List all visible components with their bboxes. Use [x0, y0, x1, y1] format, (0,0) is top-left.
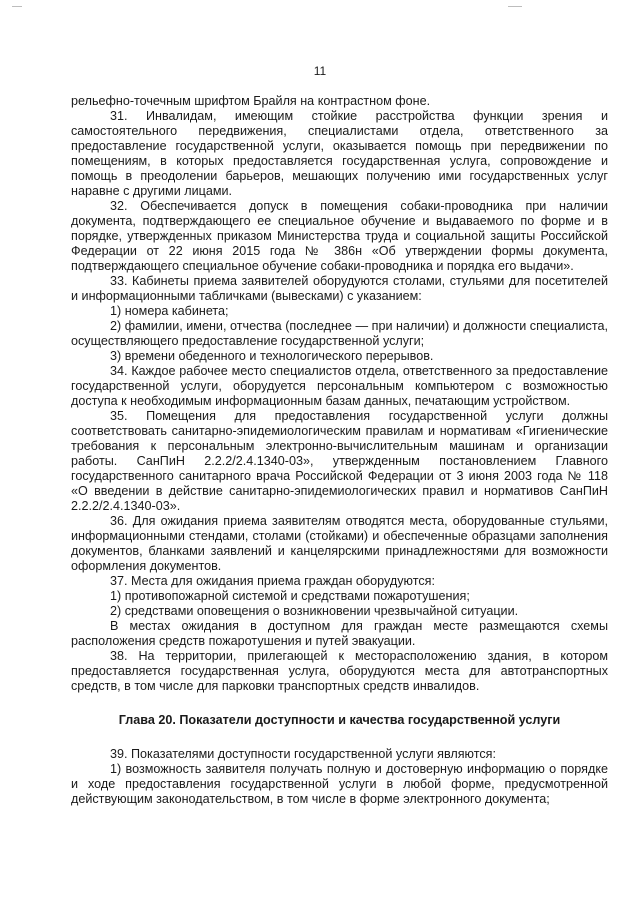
paragraph: 33. Кабинеты приема заявителей оборудуются столами, стульями для посетителей и информационными табличками (вывесками) с указанием: [71, 274, 608, 303]
paragraph: 1) возможность заявителя получать полную и достоверную информацию о порядке и ходе предоставления государственной услуги в любой форме, предусмотренной действующим законодательством, в том числе в форме электронного документа; [71, 762, 608, 806]
paragraph: 34. Каждое рабочее место специалистов отдела, ответственного за предоставление государственной услуги, оборудуется персональным компьютером с возможностью доступа к необходимым информационным базам данных, печатающим устройством. [71, 364, 608, 408]
paragraph: 32. Обеспечивается допуск в помещения собаки-проводника при наличии документа, подтверждающего ее специальное обучение и выдаваемого по форме и в порядке, утвержденных приказом Министерства труда и социальной защиты Российской Федерации от 22 июня 2015 года № 386н «Об утверждении формы документа, подтверждающего специальное обучение собаки-проводника и порядка его выдачи». [71, 199, 608, 273]
chapter-heading: Глава 20. Показатели доступности и качества государственной услуги [118, 713, 561, 727]
page-number: 11 [313, 64, 327, 78]
paragraph: 39. Показателями доступности государственной услуги являются: [110, 747, 496, 761]
paragraph: 2) средствами оповещения о возникновении чрезвычайной ситуации. [110, 604, 519, 618]
paragraph: 1) противопожарной системой и средствами пожаротушения; [110, 589, 470, 603]
paragraph: 1) номера кабинета; [110, 304, 229, 318]
paragraph: 36. Для ожидания приема заявителям отводятся места, оборудованные стульями, информационными стендами, столами (стойками) и обеспеченные образцами заполнения документов, бланками заявлений и канцелярскими принадлежностями для возможности оформления документов. [71, 514, 608, 573]
paragraph: 31. Инвалидам, имеющим стойкие расстройства функции зрения и самостоятельного передвижения, специалистами отдела, ответственного за предоставление государственной услуги, оказывается помощь при передвижении по помещениям, в которых предоставляется государственная услуга, сопровождение и помощь в преодолении барьеров, мешающих получению ими государственных услуг наравне с другими лицами. [71, 109, 608, 198]
document-body [71, 94, 608, 807]
paragraph-group-before-heading [71, 94, 608, 694]
paragraph: 2) фамилии, имени, отчества (последнее — при наличии) и должности специалиста, осуществляющего предоставление государственной услуги; [71, 319, 608, 348]
paragraph: рельефно-точечным шрифтом Брайля на контрастном фоне. [71, 94, 431, 108]
paragraph: 35. Помещения для предоставления государственной услуги должны соответствовать санитарно-эпидемиологическим правилам и нормативам «Гигиенические требования к персональным электронно-вычислительным машинам и организации работы. СанПиН 2.2.2/2.4.1340-03», утвержденным постановлением Главного государственного санитарного врача Российской Федерации от 3 июня 2003 года № 118 «О введении в действие санитарно-эпидемиологических правил и нормативов СанПиН 2.2.2/2.4.1340-03». [71, 409, 608, 513]
paragraph-group-after-heading [71, 747, 608, 807]
paragraph: 38. На территории, прилегающей к месторасположению здания, в котором предоставляется государственная услуга, оборудуются места для автотранспортных средств, в том числе для парковки транспортных средств инвалидов. [71, 649, 608, 693]
paragraph: 3) времени обеденного и технологического перерывов. [110, 349, 434, 363]
paragraph: В местах ожидания в доступном для граждан месте размещаются схемы расположения средств пожаротушения и путей эвакуации. [71, 619, 608, 648]
paragraph: 37. Места для ожидания приема граждан оборудуются: [110, 574, 435, 588]
scan-mark-right [508, 6, 522, 7]
scan-mark-left [12, 6, 22, 7]
